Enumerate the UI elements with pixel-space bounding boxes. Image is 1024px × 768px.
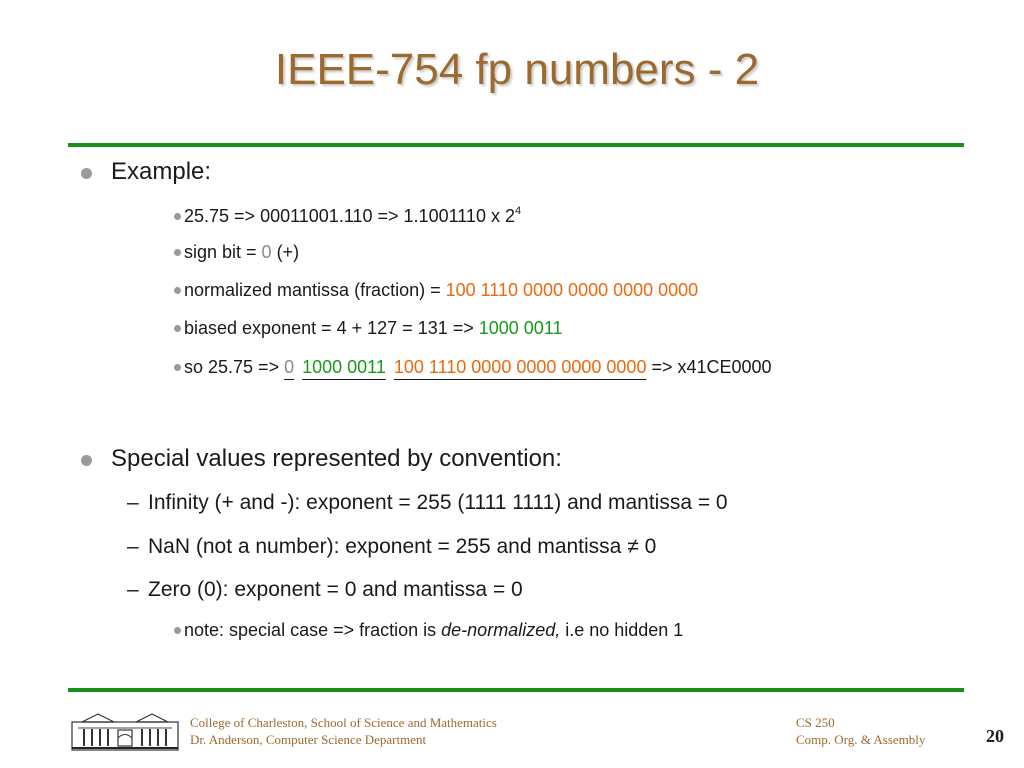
dash-icon: – [127, 578, 139, 601]
nan-text: NaN (not a number): exponent = 255 and mantissa ≠ 0 [148, 535, 657, 558]
footer-instructor: Dr. Anderson, Computer Science Department [190, 732, 427, 747]
bullet-dot-icon [174, 325, 181, 332]
footer-course-code: CS 250 [796, 715, 835, 730]
line4-pre: biased exponent = 4 + 127 = 131 => [184, 318, 479, 338]
encoded-sign: 0 [284, 357, 295, 377]
example-line-2 [174, 242, 299, 263]
sign-bit-value: 0 [261, 242, 272, 262]
example-line-1 [174, 205, 521, 227]
footer-course-name: Comp. Org. & Assembly [796, 732, 926, 747]
note-post: i.e no hidden 1 [560, 620, 684, 640]
bullet-dot-icon [174, 364, 181, 371]
slide-title: IEEE-754 fp numbers - 2 [274, 45, 760, 94]
line3-pre: normalized mantissa (fraction) = [184, 280, 446, 300]
note-pre: note: special case => fraction is [184, 620, 442, 640]
exponent-value: 1000 0011 [478, 318, 563, 338]
bottom-divider [68, 688, 964, 692]
note-emphasis: de-normalized, [441, 620, 561, 640]
example-line-5 [174, 357, 772, 378]
example-line-3 [174, 280, 698, 301]
footer-course [796, 714, 925, 748]
dash-icon: – [127, 535, 139, 558]
bullet-dot-icon [81, 168, 92, 179]
footer-institution [190, 714, 497, 748]
line2-pre: sign bit = [184, 242, 262, 262]
bullet-dot-icon [174, 213, 181, 220]
not-equal-symbol: ≠ [627, 535, 639, 558]
top-divider [68, 143, 964, 147]
special-note [174, 620, 683, 641]
bullet-dot-icon [174, 249, 181, 256]
footer-college: College of Charleston, School of Science and Mathematics [190, 715, 497, 730]
line1-exponent: 4 [514, 205, 522, 217]
bullet-dot-icon [174, 627, 181, 634]
line5-pre: so 25.75 => [184, 357, 285, 377]
line1-text: 25.75 => 00011001.110 => 1.1001110 x 2 [184, 206, 515, 226]
special-heading: Special values represented by convention: [111, 445, 562, 472]
mantissa-value: 100 1110 0000 0000 0000 0000 [445, 280, 699, 300]
zero-text: Zero (0): exponent = 0 and mantissa = 0 [148, 578, 523, 601]
page-number: 20 [986, 726, 1004, 746]
line2-post: (+) [271, 242, 300, 262]
encoded-mantissa: 100 1110 0000 0000 0000 0000 [393, 357, 647, 377]
college-building-logo [70, 712, 180, 752]
line5-post: => x41CE0000 [646, 357, 772, 377]
example-heading: Example: [111, 158, 212, 185]
dash-icon: – [127, 491, 139, 514]
bullet-dot-icon [81, 455, 92, 466]
bullet-dot-icon [174, 287, 181, 294]
infinity-text: Infinity (+ and -): exponent = 255 (1111 1111) and mantissa = 0 [148, 491, 728, 514]
example-line-4 [174, 318, 563, 339]
encoded-exponent: 1000 0011 [302, 357, 386, 377]
